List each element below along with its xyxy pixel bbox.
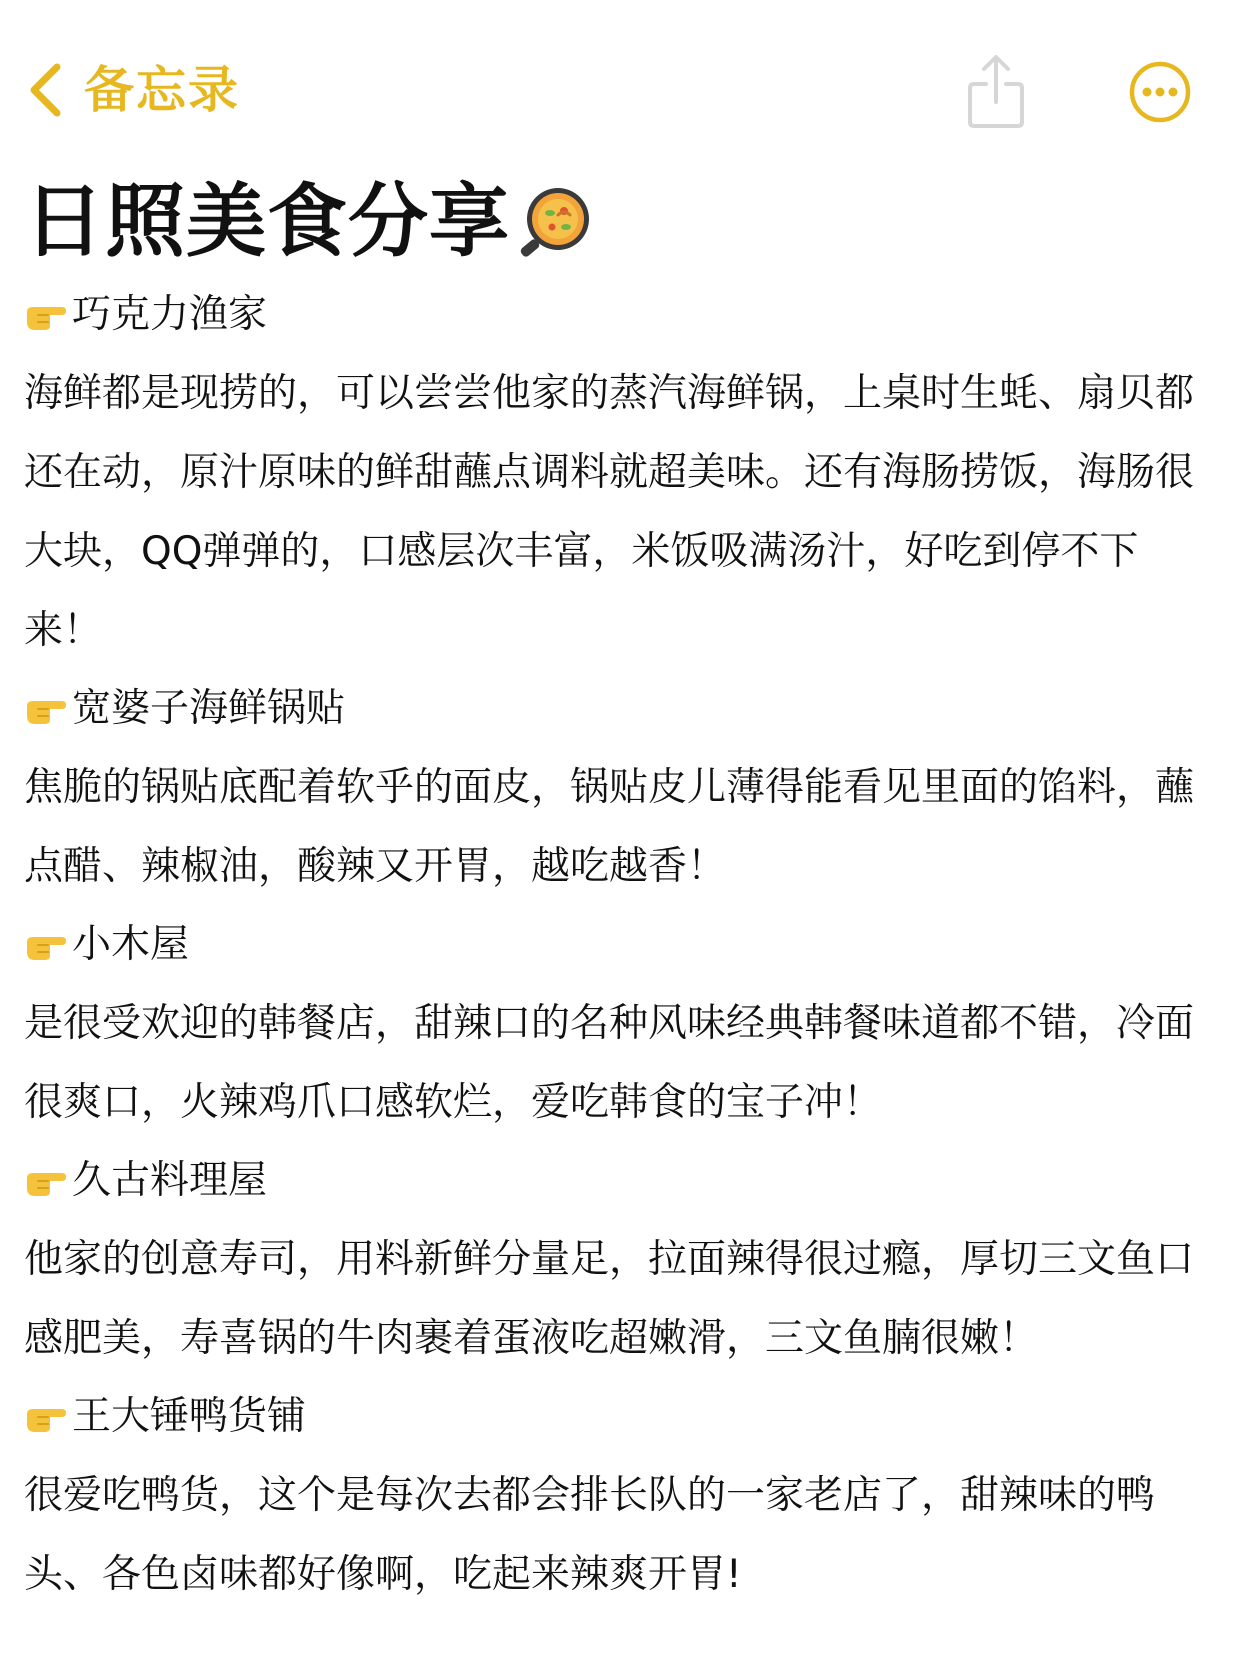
share-button[interactable] [966,52,1026,130]
more-options-button[interactable] [1128,60,1192,124]
pointing-right-hand-icon [24,692,68,726]
chevron-left-icon [28,62,62,118]
restaurant-name: 巧克力渔家 [72,292,268,337]
restaurant-section [24,1378,1224,1614]
back-button[interactable] [28,58,240,122]
share-icon [966,52,1026,130]
restaurant-heading [24,1378,1224,1456]
restaurant-description: 很爱吃鸭货，这个是每次去都会排长队的一家老店了，甜辣味的鸭头、各色卤味都好像啊，吃起来辣爽开胃! [24,1473,1156,1597]
restaurant-section [24,276,1224,670]
restaurant-heading [24,1142,1224,1220]
restaurant-heading [24,276,1224,354]
pointing-right-hand-icon [24,928,68,962]
restaurant-section [24,670,1224,906]
shallow-pan-of-food-icon [514,181,596,263]
note-body[interactable] [24,276,1224,1614]
pointing-right-hand-icon [24,1164,68,1198]
restaurant-heading [24,906,1224,984]
pointing-right-hand-icon [24,1400,68,1434]
restaurant-name: 久古料理屋 [72,1158,268,1203]
restaurant-heading [24,670,1224,748]
pointing-right-hand-icon [24,298,68,332]
navigation-bar [0,0,1242,150]
restaurant-name: 小木屋 [72,922,190,967]
restaurant-description: 他家的创意寿司，用料新鲜分量足，拉面辣得很过瘾，厚切三文鱼口感肥美，寿喜锅的牛肉裹着蛋液吃超嫩滑，三文鱼腩很嫩！ [24,1237,1195,1361]
note-title-row [24,176,596,268]
note-title: 日照美食分享 [24,175,510,268]
back-label: 备忘录 [84,61,240,119]
restaurant-description: 焦脆的锅贴底配着软乎的面皮，锅贴皮儿薄得能看见里面的馅料，蘸点醋、辣椒油，酸辣又开胃，越吃越香！ [24,765,1195,889]
restaurant-name: 宽婆子海鲜锅贴 [72,686,346,731]
restaurant-section [24,1142,1224,1378]
restaurant-description: 海鲜都是现捞的，可以尝尝他家的蒸汽海鲜锅，上桌时生蚝、扇贝都还在动，原汁原味的鲜甜蘸点调料就超美味。还有海肠捞饭，海肠很大块，QQ弹弹的，口感层次丰富，米饭吸满汤汁，好吃到停不下来！ [24,371,1195,653]
ellipsis-circle-icon [1128,60,1192,124]
restaurant-name: 王大锤鸭货铺 [72,1394,307,1439]
restaurant-section [24,906,1224,1142]
restaurant-description: 是很受欢迎的韩餐店，甜辣口的名种风味经典韩餐味道都不错，冷面很爽口，火辣鸡爪口感软烂，爱吃韩食的宝子冲！ [24,1001,1195,1125]
